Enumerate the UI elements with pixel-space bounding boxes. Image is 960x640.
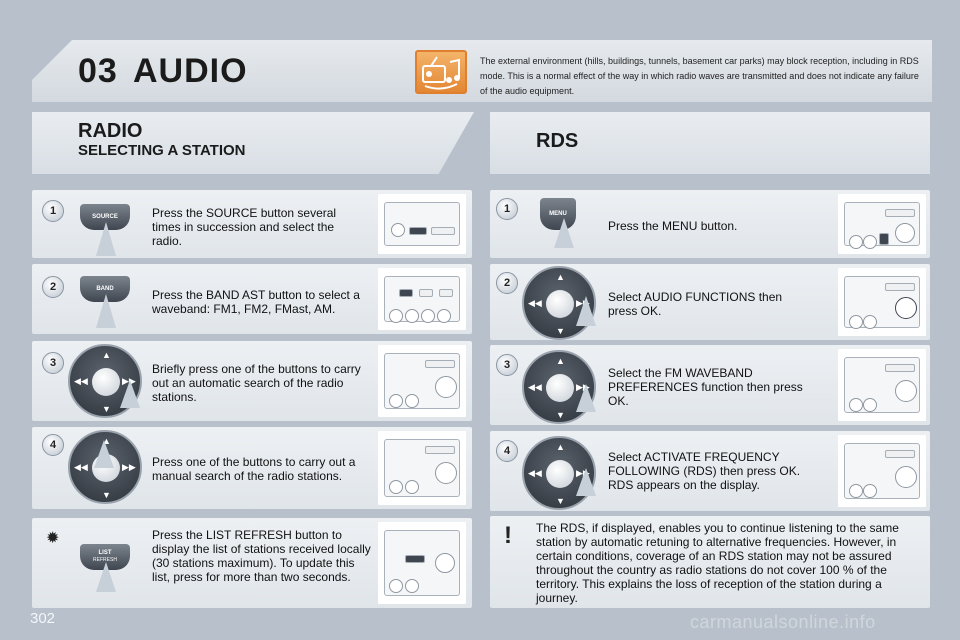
watermark: carmanualsonline.info (690, 612, 876, 632)
rds-step-1-illustration (838, 194, 926, 254)
press-arrow-icon (96, 294, 116, 328)
rds-step-2-badge: 2 (496, 272, 518, 294)
radio-step-1-illustration (378, 194, 466, 254)
rds-step-3-badge: 3 (496, 354, 518, 376)
rds-step-1-text: Press the MENU button. (608, 219, 738, 233)
radio-section-title: RADIO (78, 120, 143, 142)
rds-step-2-text: Select AUDIO FUNCTIONS then press OK. (608, 290, 783, 318)
rds-step-4-text: Select ACTIVATE FREQUENCY FOLLOWING (RDS) then press OK. RDS appears on the display. (608, 450, 801, 492)
radio-step-4-illustration (378, 431, 466, 505)
radio-tip-text: Press the LIST REFRESH button to display the list of stations received locally (30 stations maximum). To update this list, press for more than two seconds. (152, 528, 371, 584)
fast-forward-icon: ▶▶ (576, 298, 590, 308)
rds-step-2-illustration (838, 268, 926, 336)
arrow-up-icon: ▲ (556, 272, 565, 282)
arrow-down-icon: ▼ (102, 490, 111, 500)
press-arrow-icon (94, 440, 114, 468)
rds-step-1-badge: 1 (496, 198, 518, 220)
radio-tip-illustration (378, 522, 466, 604)
arrow-up-icon: ▲ (102, 350, 111, 360)
rds-note-text: The RDS, if displayed, enables you to continue listening to the same station by automatic retuning to alternative frequencies. However, in certain conditions, coverage of an RDS station may not be assured throughout the country as radio stations do not cover 100 % of the territory. This explains the loss of reception of the station during a journey. (536, 521, 899, 605)
band-button-image: BAND (80, 276, 130, 302)
radio-section-subtitle: SELECTING A STATION (78, 142, 246, 159)
radio-step-3-illustration (378, 345, 466, 417)
radio-step-1-badge: 1 (42, 200, 64, 222)
rds-step-3-illustration (838, 349, 926, 421)
fast-rewind-icon: ◀◀ (74, 462, 88, 472)
menu-button-image: MENU (540, 198, 576, 230)
intro-text: The external environment (hills, buildings, tunnels, basement car parks) may block reception, including in RDS mode. This is a normal effect of the way in which radio waves are transmitted and does not indicate any failure of the audio equipment. (480, 56, 919, 96)
fast-rewind-icon: ◀◀ (74, 376, 88, 386)
radio-step-4-badge: 4 (42, 434, 64, 456)
radio-step-2-badge: 2 (42, 276, 64, 298)
radio-step-4-text: Press one of the buttons to carry out a manual search of the radio stations. (152, 455, 356, 483)
arrow-down-icon: ▼ (556, 410, 565, 420)
rds-section-title: RDS (536, 130, 579, 152)
rds-step-4-illustration (838, 435, 926, 507)
radio-step-2-text: Press the BAND AST button to select a waveband: FM1, FM2, FMast, AM. (152, 288, 360, 316)
arrow-up-icon: ▲ (102, 436, 111, 446)
press-arrow-icon (554, 218, 574, 248)
audio-radio-icon (415, 50, 467, 94)
radio-step-3-badge: 3 (42, 352, 64, 374)
press-arrow-icon (96, 562, 116, 592)
press-arrow-icon (576, 384, 596, 412)
source-button-image: SOURCE (80, 204, 130, 230)
press-arrow-icon (120, 380, 140, 408)
fast-forward-icon: ▶▶ (576, 382, 590, 392)
press-arrow-icon (576, 296, 596, 326)
arrow-down-icon: ▼ (556, 496, 565, 506)
refresh-button-label: REFRESH (93, 557, 117, 563)
radio-step-2-illustration (378, 268, 466, 330)
light-bulb-icon: ✹ (46, 530, 60, 547)
fast-rewind-icon: ◀◀ (528, 468, 542, 478)
rds-step-3-text: Select the FM WAVEBAND PREFERENCES function then press OK. (608, 366, 803, 408)
fast-rewind-icon: ◀◀ (528, 382, 542, 392)
fast-forward-icon: ▶▶ (122, 462, 136, 472)
chapter-number: 03 (78, 52, 118, 90)
radio-step-3-text: Briefly press one of the buttons to carry out an automatic search of the radio stations. (152, 362, 361, 404)
fast-rewind-icon: ◀◀ (528, 298, 542, 308)
fast-forward-icon: ▶▶ (122, 376, 136, 386)
arrow-down-icon: ▼ (102, 404, 111, 414)
fast-forward-icon: ▶▶ (576, 468, 590, 478)
arrow-down-icon: ▼ (556, 326, 565, 336)
warning-exclamation-icon: ! (504, 522, 512, 549)
chapter-title: AUDIO (133, 52, 248, 90)
page-number: 302 (30, 610, 56, 627)
press-arrow-icon (96, 222, 116, 256)
press-arrow-icon (576, 468, 596, 496)
radio-step-1-text: Press the SOURCE button several times in succession and select the radio. (152, 206, 337, 248)
arrow-up-icon: ▲ (556, 356, 565, 366)
arrow-up-icon: ▲ (556, 442, 565, 452)
list-button-label: LIST (98, 550, 112, 556)
rds-step-4-badge: 4 (496, 440, 518, 462)
